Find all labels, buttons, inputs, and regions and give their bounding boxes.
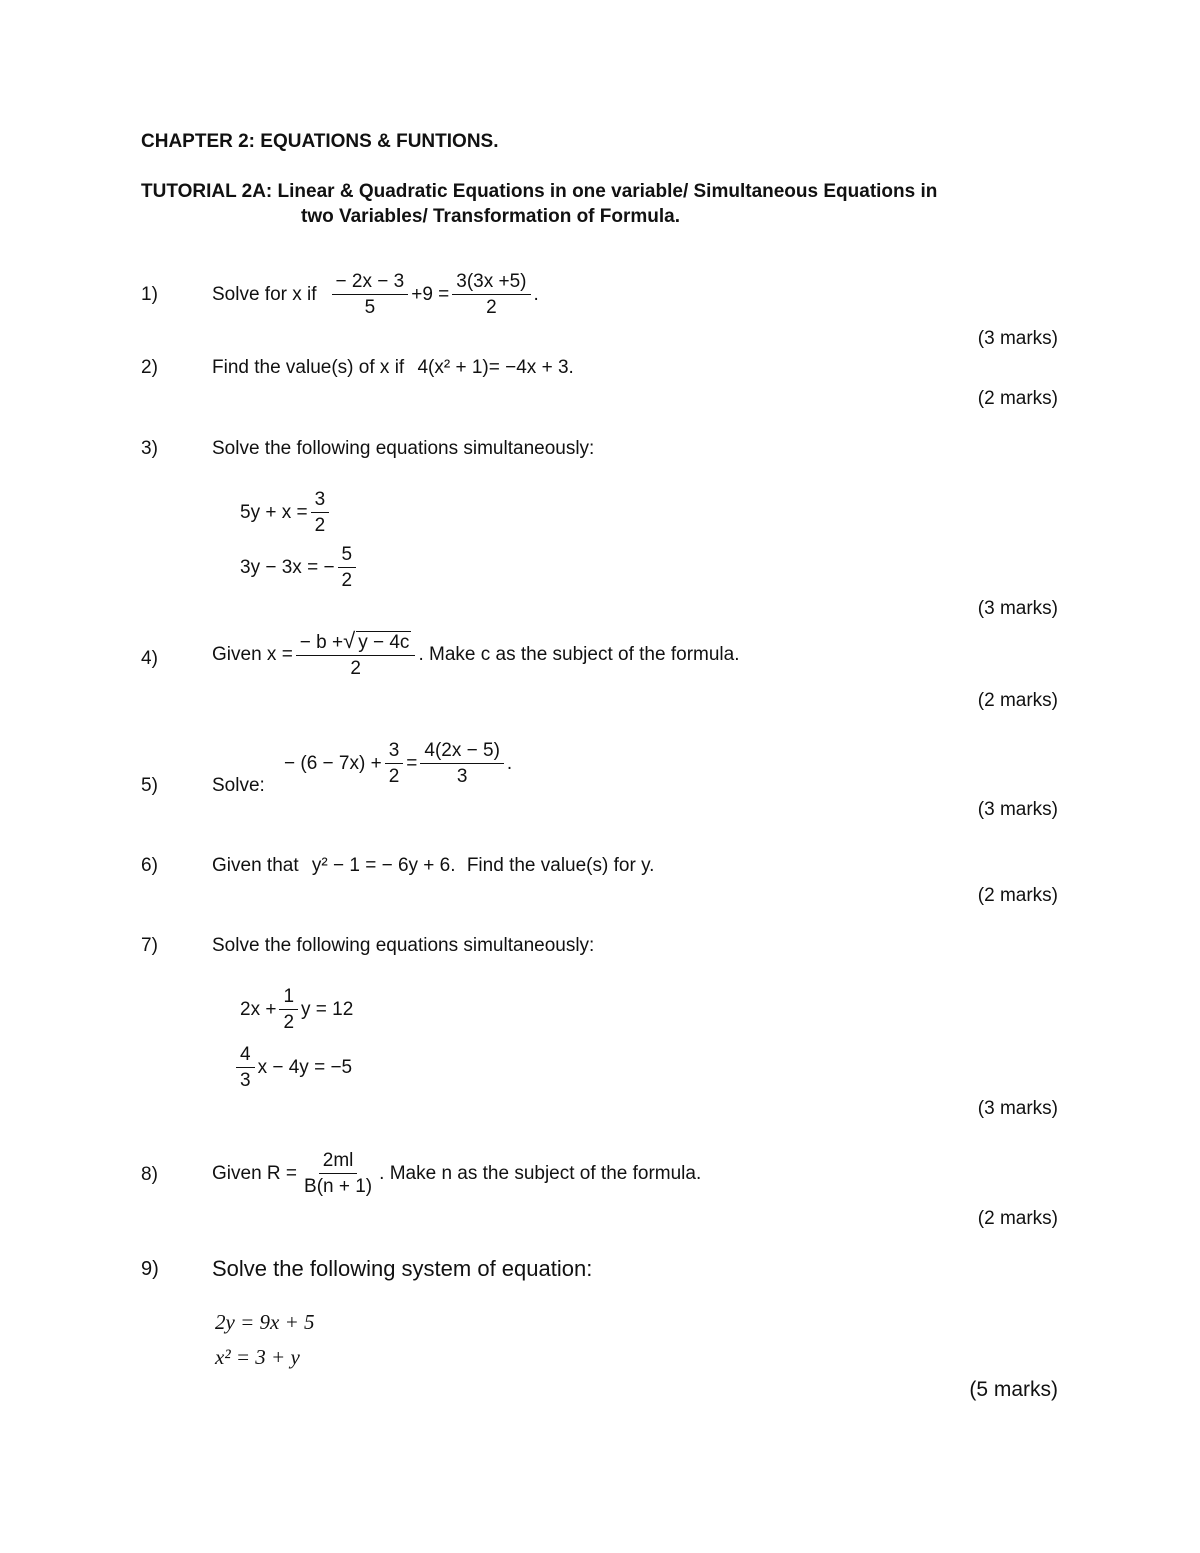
equation-line xyxy=(240,487,332,539)
math-expression: 3y − 3x = − xyxy=(240,557,335,578)
question-4 xyxy=(212,622,739,688)
question-number: 1) xyxy=(141,284,158,305)
question-5-expression xyxy=(284,735,512,793)
question-text: Solve for x if xyxy=(212,284,317,305)
question-number: 6) xyxy=(141,855,158,876)
question-text: Solve: xyxy=(212,775,265,796)
question-text: Given that xyxy=(212,855,299,876)
question-number: 9) xyxy=(141,1258,159,1280)
denominator: 3 xyxy=(240,1070,251,1091)
equation-line xyxy=(240,542,359,594)
marks-label: (2 marks) xyxy=(977,885,1058,906)
numerator: − 2x − 3 xyxy=(332,271,409,295)
denominator: 2 xyxy=(283,1012,295,1033)
numerator: 5 xyxy=(338,544,357,568)
marks-label: (2 marks) xyxy=(977,690,1058,711)
denominator: B(n + 1) xyxy=(304,1176,373,1197)
math-punctuation: . xyxy=(533,284,539,305)
tutorial-heading-line2: two Variables/ Transformation of Formula. xyxy=(301,206,681,227)
math-expression: 2x + xyxy=(240,999,277,1020)
fraction xyxy=(296,630,416,680)
numerator xyxy=(296,630,416,656)
radicand: y − 4c xyxy=(358,632,410,653)
tutorial-heading-line1: TUTORIAL 2A: Linear & Quadratic Equations in one variable/ Simultaneous Equations in xyxy=(141,181,938,202)
question-6 xyxy=(212,855,654,877)
equation-line: 2y = 9x + 5 xyxy=(215,1310,315,1334)
question-text: Solve the following equations simultaneously: xyxy=(212,438,595,459)
question-number: 4) xyxy=(141,648,158,669)
question-text: Solve the following system of equation: xyxy=(212,1256,593,1281)
numerator: 3(3x +5) xyxy=(452,271,530,295)
math-expression: − (6 − 7x) + xyxy=(284,753,382,774)
question-text: Find the value(s) of x if xyxy=(212,357,405,378)
question-1 xyxy=(212,262,539,328)
question-number: 3) xyxy=(141,438,158,459)
math-expression: 4(x² + 1)= −4x + 3. xyxy=(417,357,574,378)
question-2 xyxy=(212,357,574,379)
equation-line: x² = 3 + y xyxy=(215,1345,300,1369)
numerator: 2ml xyxy=(319,1150,358,1174)
math-punctuation: . xyxy=(506,753,513,774)
numerator: 3 xyxy=(385,740,404,764)
equation-line xyxy=(240,984,353,1036)
math-operator: = xyxy=(406,753,418,774)
denominator: 5 xyxy=(364,297,376,318)
numerator: 4 xyxy=(236,1044,255,1068)
fraction xyxy=(452,271,530,319)
question-number: 2) xyxy=(141,357,158,378)
denominator: 2 xyxy=(350,658,361,679)
fraction xyxy=(300,1150,376,1198)
marks-label: (3 marks) xyxy=(977,1098,1058,1119)
marks-label: (3 marks) xyxy=(977,598,1058,619)
numerator: 4(2x − 5) xyxy=(420,740,504,764)
question-text: Given x = xyxy=(212,644,293,665)
marks-label: (3 marks) xyxy=(977,799,1058,820)
math-operator: +9 = xyxy=(411,284,450,305)
math-expression: x − 4y = −5 xyxy=(257,1057,353,1078)
fraction xyxy=(311,489,330,537)
question-number: 7) xyxy=(141,935,158,956)
fraction xyxy=(420,740,504,788)
denominator: 2 xyxy=(314,515,326,536)
question-text: Given R = xyxy=(212,1163,298,1184)
math-expression: 5y + x = xyxy=(240,502,308,523)
marks-label: (5 marks) xyxy=(969,1378,1058,1401)
radical-sign: √ xyxy=(343,628,356,653)
denominator: 3 xyxy=(456,766,468,787)
equation-line xyxy=(236,1042,352,1094)
question-text-after: . Make n as the subject of the formula. xyxy=(379,1163,702,1184)
question-8 xyxy=(212,1142,701,1206)
question-text-after: Find the value(s) for y. xyxy=(466,855,655,876)
fraction xyxy=(332,271,409,319)
math-expression: y = 12 xyxy=(301,999,354,1020)
marks-label: (2 marks) xyxy=(977,388,1058,409)
numerator: 3 xyxy=(311,489,330,513)
question-text-after: . Make c as the subject of the formula. xyxy=(418,644,740,665)
fraction xyxy=(385,740,404,788)
denominator: 2 xyxy=(341,570,353,591)
question-number: 8) xyxy=(141,1164,158,1185)
marks-label: (2 marks) xyxy=(977,1208,1058,1229)
fraction xyxy=(236,1044,255,1092)
chapter-title: CHAPTER 2: EQUATIONS & FUNTIONS. xyxy=(141,131,499,152)
math-expression: − b + xyxy=(299,632,344,653)
question-number: 5) xyxy=(141,775,158,796)
question-text: Solve the following equations simultaneously: xyxy=(212,935,595,956)
numerator: 1 xyxy=(279,986,298,1010)
fraction xyxy=(279,986,298,1034)
denominator: 2 xyxy=(486,297,497,318)
math-expression: y² − 1 = − 6y + 6. xyxy=(311,855,456,876)
marks-label: (3 marks) xyxy=(977,328,1058,349)
fraction xyxy=(338,544,357,592)
denominator: 2 xyxy=(388,766,400,787)
